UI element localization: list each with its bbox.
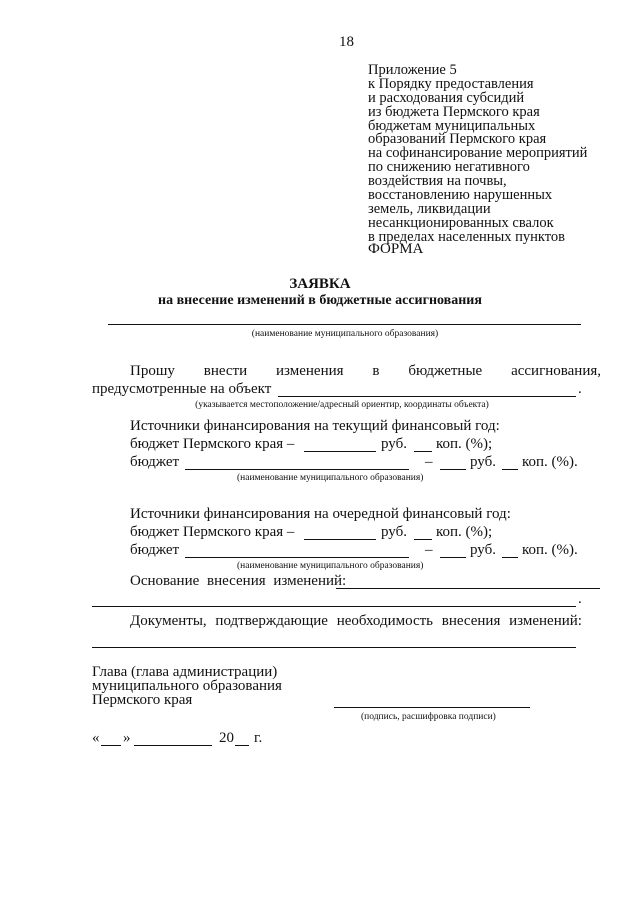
signature-hint: (подпись, расшифровка подписи): [361, 712, 496, 722]
date-day-input[interactable]: [101, 745, 121, 746]
date-year-input[interactable]: [235, 745, 249, 746]
next-local-rub: руб.: [470, 542, 496, 558]
date-year-suffix: г.: [254, 730, 263, 746]
date-close-quote: »: [123, 730, 131, 746]
appendix-line: Приложение 5: [368, 62, 457, 78]
appendix-line: к Порядку предоставления: [368, 75, 534, 92]
basis-line-end: .: [578, 591, 582, 607]
appendix-line: в пределах населенных пунктов: [368, 228, 566, 245]
next-regional-rub: руб.: [381, 524, 407, 540]
head-line: Пермского края: [92, 692, 193, 708]
appendix-line: восстановлению нарушенных: [368, 187, 553, 204]
current-local-rub: руб.: [470, 454, 496, 470]
documents-input-line[interactable]: [92, 647, 576, 648]
current-regional-kop: коп. (%);: [436, 436, 493, 452]
document-subtitle: на внесение изменений в бюджетные ассигнования: [158, 293, 482, 308]
head-line: муниципального образования: [92, 678, 282, 694]
current-local-label: бюджет: [130, 454, 180, 470]
basis-input-line-1[interactable]: [336, 588, 600, 589]
current-local-name-input[interactable]: [185, 469, 409, 470]
request-word: в: [372, 363, 380, 379]
object-line-end: .: [578, 381, 582, 397]
request-word: изменения: [276, 363, 344, 379]
municipality-hint: (наименование муниципального образования): [251, 329, 439, 339]
date-open-quote: «: [92, 730, 100, 746]
current-regional-rub: руб.: [381, 436, 407, 452]
current-local-kop: коп. (%).: [522, 454, 578, 470]
appendix-line: и расходования субсидий: [368, 89, 525, 106]
basis-label: Основание внесения изменений:: [130, 573, 347, 589]
head-line: Глава (глава администрации): [92, 664, 278, 680]
next-local-kop-input[interactable]: [502, 557, 518, 558]
municipality-input-line[interactable]: [108, 324, 581, 325]
appendix-line: земель, ликвидации: [368, 200, 491, 217]
next-regional-label: бюджет Пермского края –: [130, 524, 295, 540]
request-word: Прошу: [130, 363, 175, 379]
document-title: ЗАЯВКА: [289, 276, 351, 292]
next-local-kop: коп. (%).: [522, 542, 578, 558]
next-regional-kop: коп. (%);: [436, 524, 493, 540]
next-regional-rub-input[interactable]: [304, 539, 376, 540]
appendix-line: бюджетам муниципальных: [368, 117, 536, 134]
next-year-heading: Источники финансирования на очередной финансовый год:: [130, 506, 511, 522]
current-year-heading: Источники финансирования на текущий финансовый год:: [130, 418, 500, 434]
current-regional-label: бюджет Пермского края –: [130, 436, 295, 452]
next-local-label: бюджет: [130, 542, 180, 558]
appendix-line: несанкционированных свалок: [368, 214, 554, 231]
request-line: [130, 363, 601, 380]
current-local-rub-input[interactable]: [440, 469, 466, 470]
object-input-line[interactable]: [278, 396, 576, 397]
appendix-line: воздействия на почвы,: [368, 173, 507, 190]
appendix-line: на софинансирование мероприятий: [368, 145, 588, 162]
current-regional-kop-input[interactable]: [414, 451, 432, 452]
documents-label: Документы, подтверждающие необходимость внесения изменений:: [130, 613, 582, 629]
page-number: 18: [339, 34, 354, 50]
next-local-name-input[interactable]: [185, 557, 409, 558]
current-local-kop-input[interactable]: [502, 469, 518, 470]
current-local-hint: (наименование муниципального образования): [237, 473, 424, 483]
appendix-line: по снижению негативного: [368, 159, 530, 176]
appendix-line: образований Пермского края: [368, 131, 547, 148]
basis-input-line-2[interactable]: [92, 606, 576, 607]
next-local-dash: –: [425, 542, 433, 558]
current-regional-rub-input[interactable]: [304, 451, 376, 452]
request-object-label: предусмотренные на объект: [92, 381, 272, 397]
appendix-line: из бюджета Пермского края: [368, 103, 540, 120]
location-hint: (указывается местоположение/адресный ориентир, координаты объекта): [195, 400, 489, 410]
current-local-dash: –: [425, 454, 433, 470]
signature-input-line[interactable]: [334, 707, 530, 708]
next-local-hint: (наименование муниципального образования): [237, 561, 424, 571]
next-local-rub-input[interactable]: [440, 557, 466, 558]
request-word: ассигнования,: [511, 363, 601, 379]
date-month-input[interactable]: [134, 745, 212, 746]
date-year-prefix: 20: [219, 730, 234, 746]
request-word: бюджетные: [408, 363, 483, 379]
appendix-block: [368, 64, 587, 245]
request-word: внести: [203, 363, 248, 379]
form-label: ФОРМА: [368, 241, 424, 257]
next-regional-kop-input[interactable]: [414, 539, 432, 540]
